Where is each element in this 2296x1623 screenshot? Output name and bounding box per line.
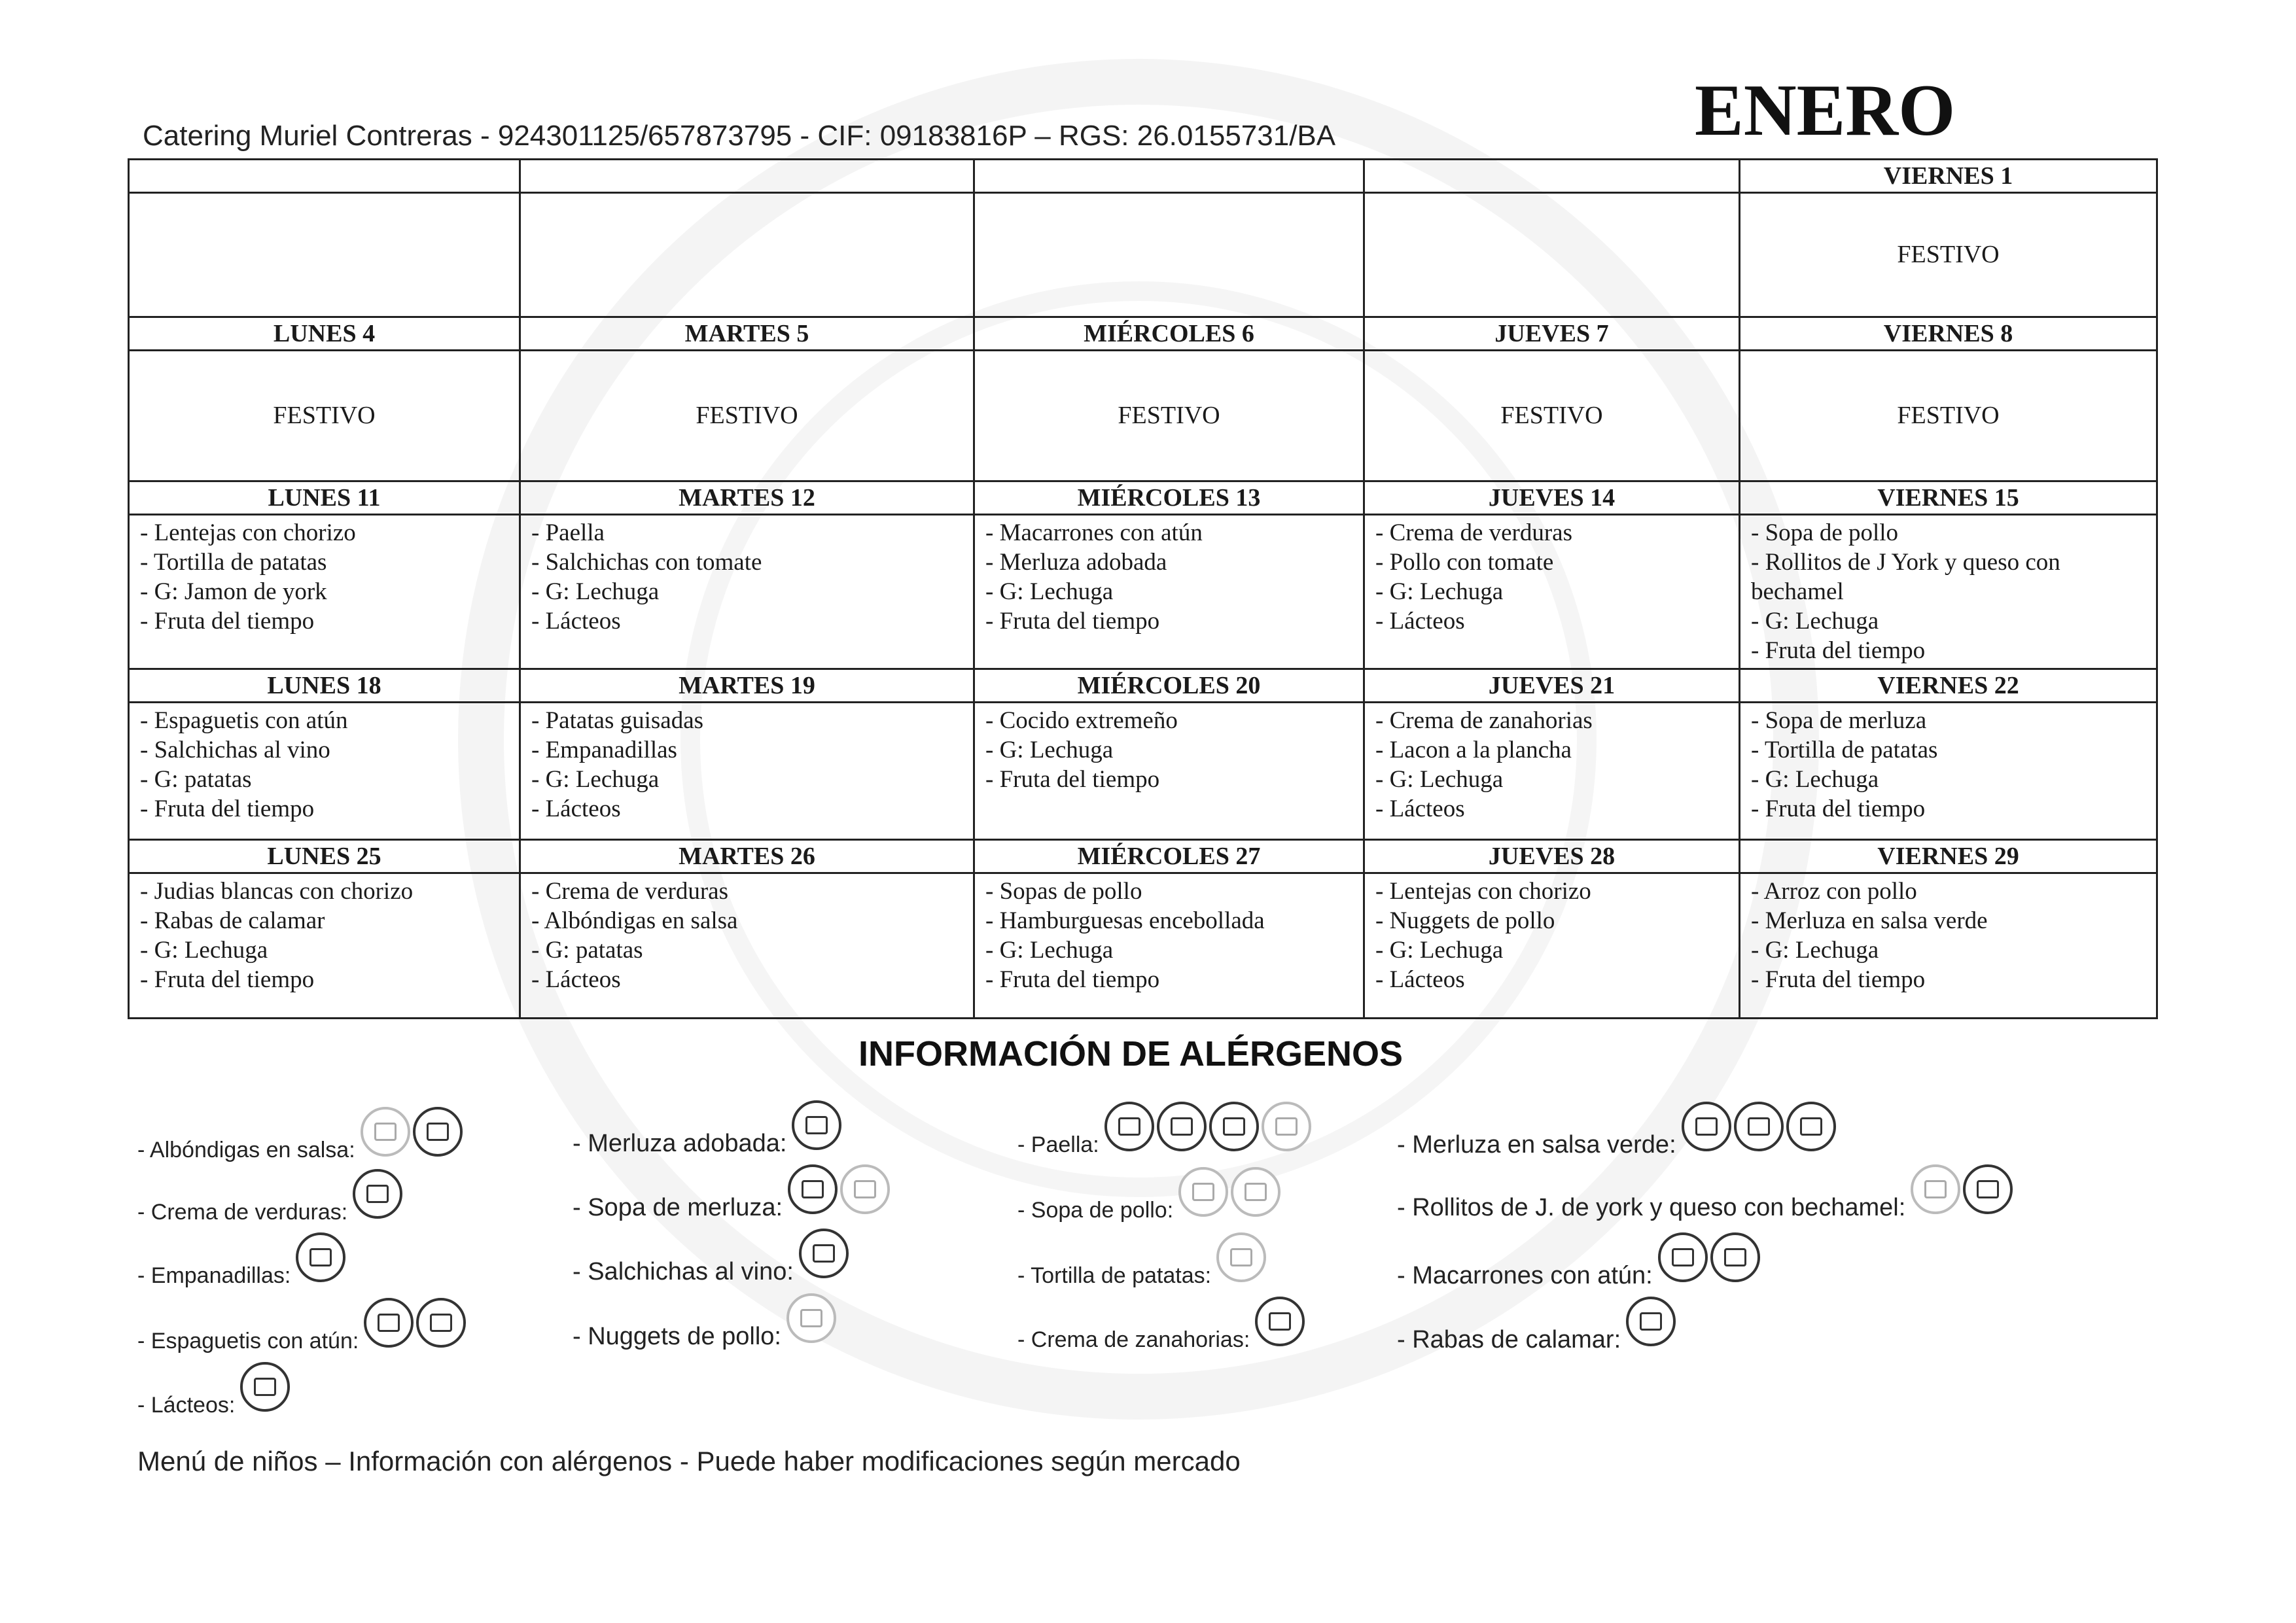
allergen-entry [573, 1183, 890, 1232]
menu-dish: - Crema de verduras [531, 878, 729, 905]
menu-dish: - Espaguetis con atún [140, 707, 348, 734]
festivo-label: FESTIVO [1897, 402, 2000, 429]
allergen-dish-label: - Nuggets de pollo: [573, 1322, 781, 1350]
allergen-dish-label: - Empanadillas: [137, 1263, 291, 1288]
allergen-entry [573, 1312, 836, 1361]
menu-dish: - G: Lechuga [985, 578, 1114, 605]
allergen-icon-group [296, 1232, 345, 1282]
day-menu-cell [1364, 351, 1740, 481]
allergen-symbol-icon [1245, 1183, 1267, 1201]
allergen-icon [416, 1298, 466, 1348]
allergen-dish-label: - Sopa de pollo: [1017, 1197, 1174, 1223]
allergen-symbol-icon [1800, 1117, 1822, 1136]
allergen-symbol-icon [1977, 1180, 1999, 1198]
allergen-icon [1682, 1102, 1731, 1151]
day-header: MIÉRCOLES 13 [974, 481, 1364, 515]
allergen-symbol-icon [1640, 1312, 1662, 1331]
allergen-symbol-icon [1695, 1117, 1718, 1136]
allergen-symbol-icon [1748, 1117, 1770, 1136]
allergen-dish-label: - Merluza adobada: [573, 1129, 787, 1157]
allergen-section-title: INFORMACIÓN DE ALÉRGENOS [858, 1034, 1404, 1073]
allergen-symbol-icon [374, 1123, 397, 1141]
day-menu-cell [129, 351, 520, 481]
menu-dish: - Lácteos [1375, 966, 1465, 993]
day-menu-cell [1740, 351, 2157, 481]
festivo-label: FESTIVO [273, 402, 376, 429]
allergen-icon-faded [1216, 1232, 1266, 1282]
allergen-symbol-icon [309, 1248, 332, 1266]
menu-dish: - Paella [531, 519, 605, 546]
day-menu-cell [129, 703, 520, 840]
menu-dish: - Tortilla de patatas [1751, 737, 1938, 763]
day-menu-cell [129, 515, 520, 669]
allergen-symbol-icon [802, 1180, 824, 1198]
menu-dish: - G: Lechuga [1375, 937, 1504, 964]
allergen-dish-label: - Salchichas al vino: [573, 1257, 794, 1285]
week-menu-row [129, 351, 2157, 481]
allergen-symbol-icon [1192, 1183, 1214, 1201]
day-menu-cell [520, 703, 974, 840]
allergen-dish-label: - Paella: [1017, 1132, 1099, 1157]
menu-dish: - G: Jamon de york [140, 578, 327, 605]
menu-dish: - Fruta del tiempo [140, 608, 315, 635]
allergen-icon-group [799, 1229, 849, 1278]
day-header: MIÉRCOLES 20 [974, 669, 1364, 703]
allergen-icon-group [1626, 1297, 1676, 1346]
menu-dish: - G: Lechuga [1751, 937, 1879, 964]
allergen-dish-label: - Crema de zanahorias: [1017, 1327, 1250, 1352]
allergen-icon-group [1216, 1232, 1266, 1282]
menu-dish: - Fruta del tiempo [985, 966, 1160, 993]
festivo-label: FESTIVO [696, 402, 798, 429]
day-menu-cell [520, 351, 974, 481]
allergen-entry [1017, 1120, 1311, 1170]
allergen-entry [573, 1119, 841, 1168]
allergen-icon-group [361, 1107, 463, 1157]
allergen-symbol-icon [1924, 1180, 1947, 1198]
day-header [129, 160, 520, 193]
menu-dish: - Rollitos de J York y queso con bechamel [1751, 549, 2060, 605]
allergen-icon [1255, 1297, 1305, 1346]
allergen-icon-group [364, 1298, 466, 1348]
footer-note: Menú de niños – Información con alérgenos - Puede haber modificaciones según mercado [137, 1446, 1241, 1476]
allergen-symbol-icon [1275, 1117, 1298, 1136]
allergen-icon [1626, 1297, 1676, 1346]
menu-dish: - Cocido extremeño [985, 707, 1178, 734]
allergen-icon [353, 1169, 402, 1219]
allergen-dish-label: - Rabas de calamar: [1397, 1325, 1621, 1353]
allergen-symbol-icon [378, 1314, 400, 1332]
menu-dish: - G: Lechuga [1375, 578, 1504, 605]
festivo-label: FESTIVO [1500, 402, 1603, 429]
day-header: JUEVES 7 [1364, 317, 1740, 351]
allergen-dish-label: - Tortilla de patatas: [1017, 1263, 1212, 1288]
allergen-entry [1397, 1183, 2013, 1232]
menu-dish: - Lentejas con chorizo [1375, 878, 1591, 905]
menu-dish: - Fruta del tiempo [1751, 637, 1926, 664]
menu-dish: - Fruta del tiempo [985, 608, 1160, 635]
allergen-icon [1157, 1102, 1207, 1151]
allergen-entry [137, 1251, 345, 1300]
week-menu-row [129, 873, 2157, 1019]
menu-dish: - Merluza adobada [985, 549, 1167, 576]
allergen-symbol-icon [366, 1185, 389, 1203]
allergen-entry [137, 1380, 290, 1430]
allergen-icon-faded [361, 1107, 410, 1157]
menu-dish: - G: patatas [140, 766, 252, 793]
month-title: ENERO [1695, 70, 1956, 151]
company-header: Catering Muriel Contreras - 924301125/657873795 - CIF: 09183816P – RGS: 26.0155731/BA [143, 120, 1336, 152]
allergen-icon-faded [840, 1164, 890, 1214]
allergen-symbol-icon [854, 1180, 876, 1198]
allergen-icon [1658, 1232, 1708, 1282]
allergen-entry [1397, 1315, 1676, 1365]
menu-dish: - G: Lechuga [140, 937, 268, 964]
allergen-icon [799, 1229, 849, 1278]
menu-calendar-table [128, 158, 2158, 1019]
allergen-icon-group [1255, 1297, 1305, 1346]
day-menu-cell [129, 193, 520, 317]
allergen-icon [240, 1362, 290, 1412]
allergen-icon-group [240, 1362, 290, 1412]
allergen-icon [413, 1107, 463, 1157]
day-header: LUNES 11 [129, 481, 520, 515]
day-menu-cell [1740, 873, 2157, 1019]
week-header-row [129, 317, 2157, 351]
menu-dish: - Lacon a la plancha [1375, 737, 1572, 763]
menu-dish: - Hamburguesas encebollada [985, 907, 1265, 934]
allergen-icon [1104, 1102, 1154, 1151]
day-header: MARTES 26 [520, 840, 974, 873]
menu-dish: - Lácteos [531, 608, 621, 635]
menu-dish: - G: Lechuga [531, 766, 660, 793]
allergen-icon-faded [1231, 1167, 1280, 1217]
menu-dish: - Rabas de calamar [140, 907, 325, 934]
allergen-icon [1786, 1102, 1836, 1151]
menu-dish: - G: Lechuga [1375, 766, 1504, 793]
menu-dish: - Empanadillas [531, 737, 677, 763]
week-header-row [129, 160, 2157, 193]
allergen-symbol-icon [430, 1314, 452, 1332]
menu-dish: - Sopas de pollo [985, 878, 1142, 905]
menu-dish: - Crema de zanahorias [1375, 707, 1593, 734]
allergen-icon-group [788, 1164, 890, 1214]
day-menu-cell [1364, 193, 1740, 317]
day-header: MARTES 19 [520, 669, 974, 703]
day-menu-cell [974, 193, 1364, 317]
allergen-entry [573, 1247, 849, 1297]
week-menu-row [129, 193, 2157, 317]
day-header: LUNES 18 [129, 669, 520, 703]
allergen-symbol-icon [254, 1378, 276, 1396]
day-header [974, 160, 1364, 193]
day-menu-cell [1740, 193, 2157, 317]
day-header: JUEVES 21 [1364, 669, 1740, 703]
allergen-dish-label: - Sopa de merluza: [573, 1193, 783, 1221]
festivo-label: FESTIVO [1118, 402, 1220, 429]
allergen-symbol-icon [813, 1244, 835, 1263]
allergen-entry [137, 1187, 402, 1237]
allergen-symbol-icon [427, 1123, 449, 1141]
menu-dish: - Fruta del tiempo [985, 766, 1160, 793]
allergen-icon [364, 1298, 414, 1348]
allergen-entry [1017, 1315, 1305, 1365]
day-menu-cell [974, 703, 1364, 840]
allergen-icon-faded [1911, 1164, 1960, 1214]
day-header: LUNES 25 [129, 840, 520, 873]
day-menu-cell [1364, 873, 1740, 1019]
week-header-row [129, 840, 2157, 873]
allergen-dish-label: - Crema de verduras: [137, 1199, 348, 1225]
day-header: VIERNES 22 [1740, 669, 2157, 703]
allergen-symbol-icon [805, 1116, 828, 1134]
allergen-icon-group [1911, 1164, 2013, 1214]
allergen-icon-group [1178, 1167, 1280, 1217]
allergen-dish-label: - Macarrones con atún: [1397, 1261, 1653, 1289]
allergen-entry [1397, 1120, 1836, 1170]
day-header: VIERNES 15 [1740, 481, 2157, 515]
menu-dish: - Lentejas con chorizo [140, 519, 356, 546]
menu-dish: - Crema de verduras [1375, 519, 1573, 546]
menu-dish: - Fruta del tiempo [1751, 795, 1926, 822]
menu-dish: - G: patatas [531, 937, 643, 964]
menu-dish: - G: Lechuga [531, 578, 660, 605]
day-header: MIÉRCOLES 6 [974, 317, 1364, 351]
allergen-icon-group [353, 1169, 402, 1219]
menu-dish: - Macarrones con atún [985, 519, 1203, 546]
day-menu-cell [520, 515, 974, 669]
allergen-icon [296, 1232, 345, 1282]
menu-dish: - Salchichas con tomate [531, 549, 762, 576]
menu-dish: - Fruta del tiempo [1751, 966, 1926, 993]
menu-dish: - Salchichas al vino [140, 737, 330, 763]
allergen-symbol-icon [800, 1309, 822, 1327]
menu-dish: - Lácteos [1375, 795, 1465, 822]
menu-dish: - Patatas guisadas [531, 707, 704, 734]
allergen-icon-group [786, 1293, 836, 1343]
day-menu-cell [974, 351, 1364, 481]
menu-dish: - G: Lechuga [985, 937, 1114, 964]
day-header: JUEVES 28 [1364, 840, 1740, 873]
menu-dish: - Sopa de merluza [1751, 707, 1927, 734]
allergen-entry [137, 1125, 463, 1175]
allergen-icon [788, 1164, 838, 1214]
allergen-icon-group [792, 1100, 841, 1150]
menu-dish: - G: Lechuga [1751, 608, 1879, 635]
week-menu-row [129, 515, 2157, 669]
menu-dish: - Tortilla de patatas [140, 549, 327, 576]
day-menu-cell [1740, 515, 2157, 669]
allergen-icon-group [1658, 1232, 1760, 1282]
day-header [1364, 160, 1740, 193]
allergen-entry [1017, 1251, 1266, 1300]
allergen-dish-label: - Espaguetis con atún: [137, 1328, 359, 1353]
allergen-icon [1734, 1102, 1784, 1151]
allergen-dish-label: - Lácteos: [137, 1392, 236, 1418]
allergen-dish-label: - Merluza en salsa verde: [1397, 1130, 1676, 1159]
allergen-icon [792, 1100, 841, 1150]
allergen-icon-group [1104, 1102, 1311, 1151]
day-header: LUNES 4 [129, 317, 520, 351]
week-header-row [129, 669, 2157, 703]
day-menu-cell [974, 873, 1364, 1019]
menu-dish: - Lácteos [531, 966, 621, 993]
menu-dish: - Lácteos [531, 795, 621, 822]
menu-dish: - G: Lechuga [1751, 766, 1879, 793]
day-header [520, 160, 974, 193]
day-menu-cell [1364, 515, 1740, 669]
allergen-entry [1017, 1185, 1280, 1235]
menu-calendar-body [129, 160, 2157, 1019]
allergen-icon-faded [786, 1293, 836, 1343]
menu-dish: - Arroz con pollo [1751, 878, 1917, 905]
week-header-row [129, 481, 2157, 515]
menu-dish: - Fruta del tiempo [140, 795, 315, 822]
allergen-symbol-icon [1118, 1117, 1140, 1136]
day-menu-cell [520, 193, 974, 317]
day-header: JUEVES 14 [1364, 481, 1740, 515]
day-header: MARTES 12 [520, 481, 974, 515]
menu-dish: - Albóndigas en salsa [531, 907, 738, 934]
day-menu-cell [129, 873, 520, 1019]
allergen-symbol-icon [1230, 1248, 1252, 1266]
allergen-icon-faded [1178, 1167, 1228, 1217]
day-header: MARTES 5 [520, 317, 974, 351]
allergen-symbol-icon [1269, 1312, 1291, 1331]
festivo-label: FESTIVO [1897, 241, 2000, 268]
day-header: VIERNES 1 [1740, 160, 2157, 193]
day-menu-cell [974, 515, 1364, 669]
allergen-symbol-icon [1672, 1248, 1694, 1266]
allergen-icon [1710, 1232, 1760, 1282]
menu-dish: - Pollo con tomate [1375, 549, 1554, 576]
menu-dish: - Sopa de pollo [1751, 519, 1899, 546]
allergen-dish-label: - Rollitos de J. de york y queso con bechamel: [1397, 1193, 1906, 1221]
allergen-symbol-icon [1223, 1117, 1245, 1136]
day-menu-cell [1740, 703, 2157, 840]
allergen-icon-faded [1262, 1102, 1311, 1151]
day-header: MIÉRCOLES 27 [974, 840, 1364, 873]
menu-dish: - Lácteos [1375, 608, 1465, 635]
menu-dish: - Merluza en salsa verde [1751, 907, 1988, 934]
allergen-symbol-icon [1171, 1117, 1193, 1136]
allergen-icon-group [1682, 1102, 1836, 1151]
allergen-entry [1397, 1251, 1760, 1300]
allergen-icon [1209, 1102, 1259, 1151]
allergen-dish-label: - Albóndigas en salsa: [137, 1137, 355, 1162]
menu-dish: - Judias blancas con chorizo [140, 878, 414, 905]
day-header: VIERNES 8 [1740, 317, 2157, 351]
week-menu-row [129, 703, 2157, 840]
day-menu-cell [1364, 703, 1740, 840]
menu-dish: - Fruta del tiempo [140, 966, 315, 993]
allergen-entry [137, 1316, 466, 1366]
allergen-symbol-icon [1724, 1248, 1746, 1266]
day-header: VIERNES 29 [1740, 840, 2157, 873]
menu-dish: - G: Lechuga [985, 737, 1114, 763]
menu-dish: - Nuggets de pollo [1375, 907, 1555, 934]
day-menu-cell [520, 873, 974, 1019]
allergen-icon [1963, 1164, 2013, 1214]
